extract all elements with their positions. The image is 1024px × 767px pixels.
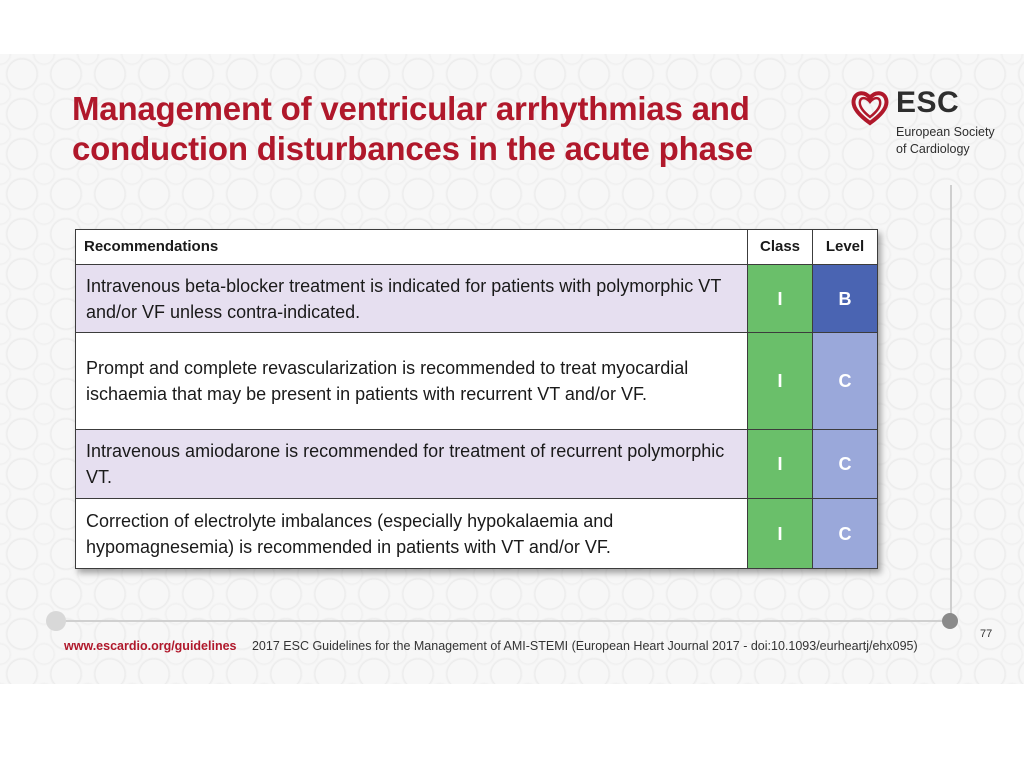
title-line-2: conduction disturbances in the acute phase [72, 130, 754, 167]
page-number: 77 [980, 628, 993, 640]
header-recommendations: Recommendations [76, 230, 748, 265]
table-header-row [76, 230, 878, 265]
esc-logo [850, 86, 995, 166]
table-row [76, 499, 878, 569]
header-class: Class [748, 230, 813, 265]
level-cell: C [813, 499, 878, 569]
class-cell: I [748, 265, 813, 333]
guidelines-link[interactable]: www.escardio.org/guidelines [64, 639, 237, 653]
footer-divider [56, 620, 951, 622]
recommendations-table [75, 229, 878, 569]
citation-text: 2017 ESC Guidelines for the Management of AMI-STEMI (European Heart Journal 2017 - doi:10.1093/eurheartj/ehx095) [251, 639, 918, 653]
class-cell: I [748, 333, 813, 430]
logo-organization-name [896, 124, 996, 158]
footer-dot-right [942, 613, 958, 629]
heart-icon [850, 88, 890, 128]
logo-name-line-1: European Society [896, 125, 995, 139]
table-row [76, 265, 878, 333]
right-divider-line [950, 185, 952, 615]
class-cell: I [748, 430, 813, 499]
level-cell: C [813, 430, 878, 499]
slide-title [72, 89, 832, 169]
recommendation-text: Intravenous amiodarone is recommended for treatment of recurrent polymorphic VT. [76, 430, 748, 499]
level-cell: C [813, 333, 878, 430]
recommendation-text: Intravenous beta-blocker treatment is indicated for patients with polymorphic VT and/or VF unless contra-indicated. [76, 265, 748, 333]
table-row [76, 430, 878, 499]
footer [64, 639, 964, 653]
title-line-1: Management of ventricular arrhythmias and [72, 90, 750, 127]
table-row [76, 333, 878, 430]
footer-dot-left [46, 611, 66, 631]
class-cell: I [748, 499, 813, 569]
recommendation-text: Correction of electrolyte imbalances (especially hypokalaemia and hypomagnesemia) is recommended in patients with VT and/or VF. [76, 499, 748, 569]
recommendation-text: Prompt and complete revascularization is recommended to treat myocardial ischaemia that may be present in patients with recurrent VT and/or VF. [76, 333, 748, 430]
logo-name-line-2: of Cardiology [896, 142, 970, 156]
header-level: Level [813, 230, 878, 265]
level-cell: B [813, 265, 878, 333]
logo-abbreviation: ESC [896, 86, 960, 119]
